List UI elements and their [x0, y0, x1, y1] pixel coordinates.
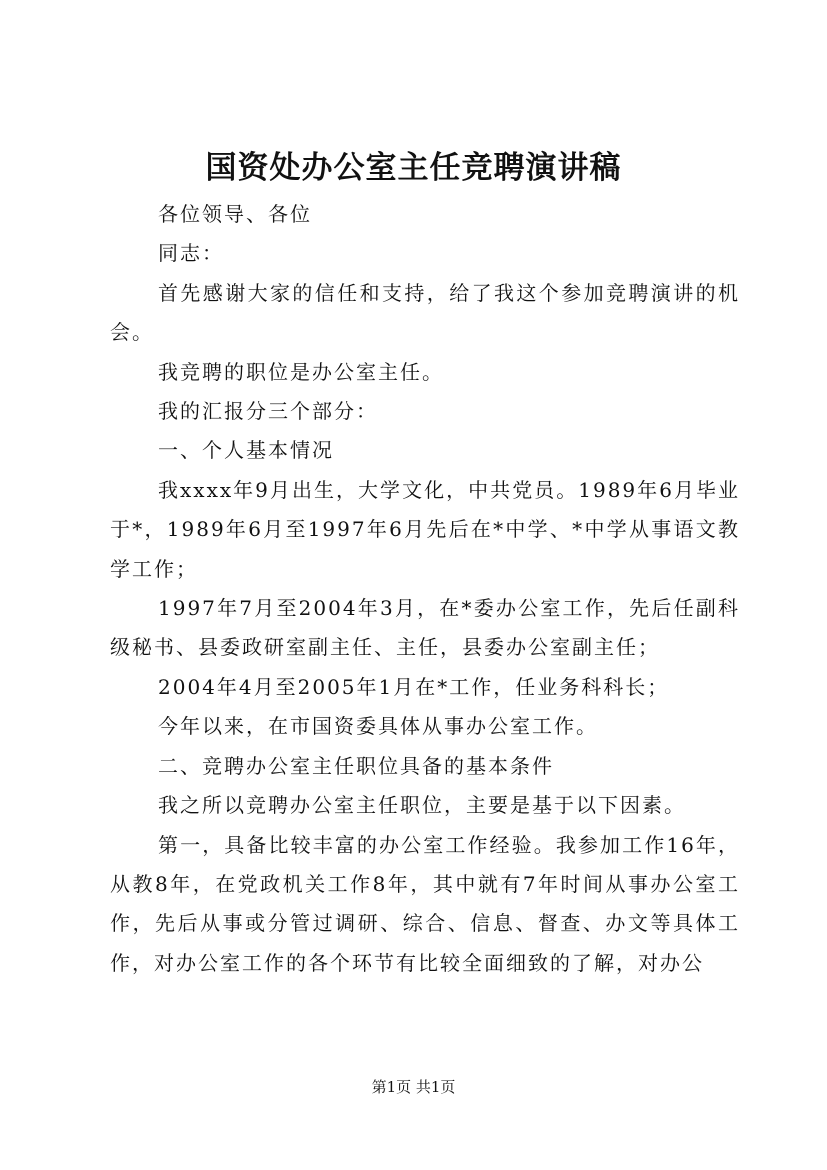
document-title: 国资处办公室主任竞聘演讲稿 [205, 150, 622, 186]
page-footer: 第1页 共1页 [371, 1078, 456, 1096]
section-heading-1: 一、个人基本情况 [158, 438, 334, 463]
paragraph-career-3: 今年以来，在市国资委具体从事办公室工作。 [158, 714, 598, 739]
paragraph-career-1: 1997年7月至2004年3月，在*委办公室工作，先后任副科级秘书、县委政研室副主任、主任，县委办公室副主任； [110, 596, 740, 660]
section-heading-2: 二、竞聘办公室主任职位具备的基本条件 [158, 753, 554, 778]
paragraph-thanks: 首先感谢大家的信任和支持，给了我这个参加竞聘演讲的机会。 [110, 280, 740, 345]
paragraph-first-reason: 第一，具备比较丰富的办公室工作经验。我参加工作16年，从教8年，在党政机关工作8年，其中就有7年时间从事办公室工作，先后从事或分管过调研、综合、信息、督查、办文等具体工作，对办公室工作的各个环节有比较全面细致的了解，对办公 [110, 832, 740, 975]
paragraph-greeting-cont: 同志： [158, 241, 224, 266]
paragraph-career-2: 2004年4月至2005年1月在*工作，任业务科科长； [158, 674, 670, 699]
paragraph-background: 我xxxx年9月出生，大学文化，中共党员。1989年6月毕业于*，1989年6月至1997年6月先后在*中学、*中学从事语文教学工作； [110, 477, 740, 581]
paragraph-position: 我竞聘的职位是办公室主任。 [158, 359, 444, 384]
paragraph-reasons: 我之所以竞聘办公室主任职位，主要是基于以下因素。 [158, 793, 686, 818]
paragraph-outline: 我的汇报分三个部分： [158, 399, 378, 424]
paragraph-greeting: 各位领导、各位 [158, 202, 312, 226]
document-body [110, 195, 740, 983]
